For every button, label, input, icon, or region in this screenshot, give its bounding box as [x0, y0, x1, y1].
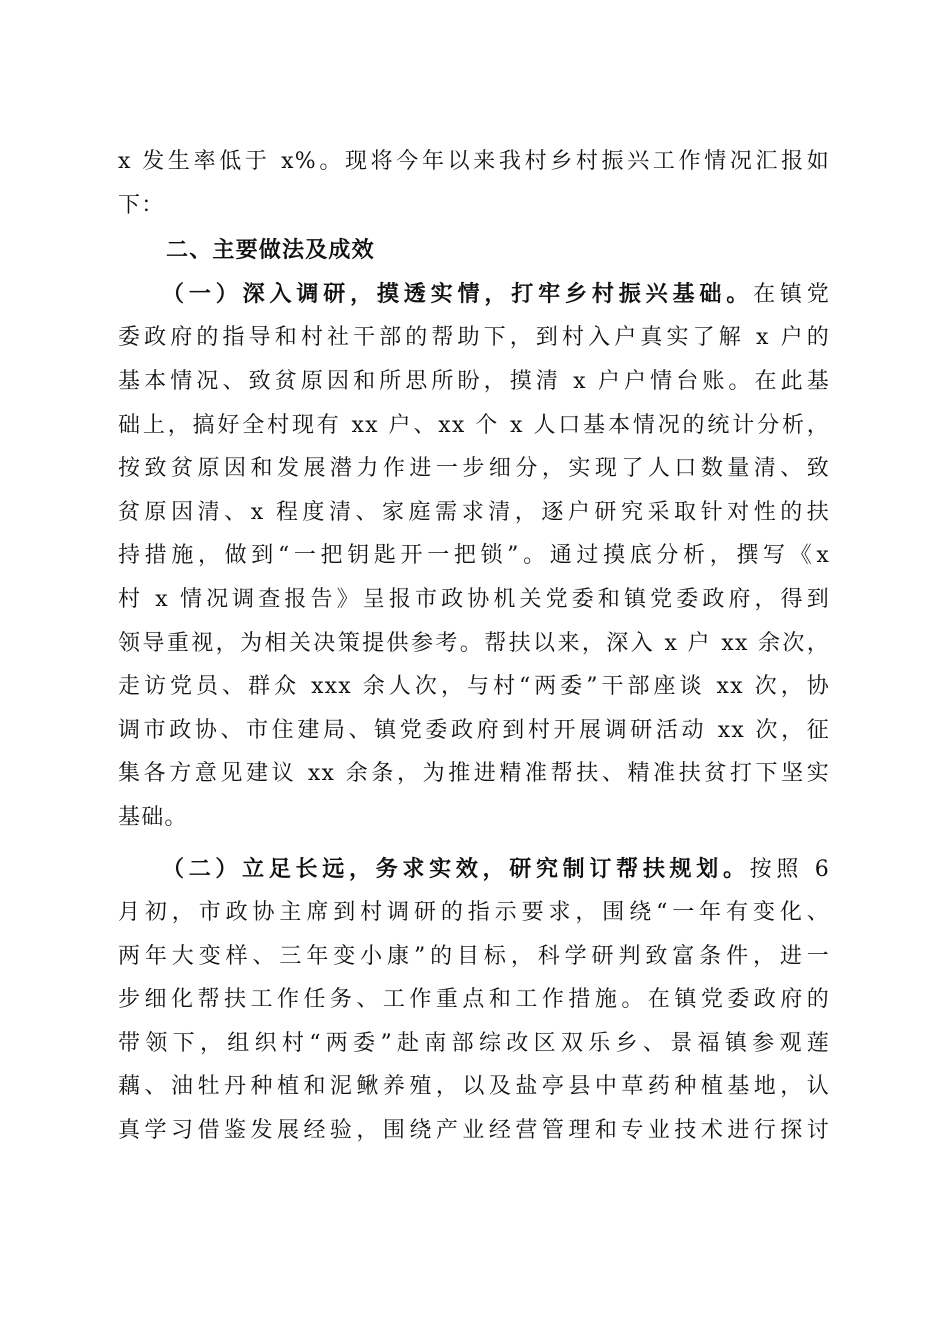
- para2-line: 藕、油牡丹种植和泥鳅养殖，以及盐亭县中草药种植基地，认: [118, 1074, 830, 1100]
- para2-lead: （二）立足长远，务求实效，研究制订帮扶规划。: [162, 856, 750, 882]
- para1-line: 村 x 情况调查报告》呈报市政协机关党委和镇党委政府，得到: [118, 586, 830, 612]
- para2-line: 两年大变样、三年变小康”的目标，科学研判致富条件，进一: [118, 943, 830, 969]
- para2-line: 真学习借鉴发展经验，围绕产业经营管理和专业技术进行探讨: [118, 1118, 830, 1144]
- para2-line: 步细化帮扶工作任务、工作重点和工作措施。在镇党委政府的: [118, 987, 830, 1013]
- para1-line-last: 基础。: [118, 804, 188, 830]
- para1-line: 基本情况、致贫原因和所思所盼，摸清 x 户户情台账。在此基: [118, 368, 830, 394]
- section-heading: 二、主要做法及成效: [166, 238, 375, 264]
- para1-lead: （一）深入调研，摸透实情，打牢乡村振兴基础。: [162, 281, 754, 307]
- intro-line-1: x 发生率低于 x%。现将今年以来我村乡村振兴工作情况汇报如: [118, 149, 830, 174]
- para2-line-1-rest: 按照 6: [749, 856, 830, 882]
- document-page: [118, 140, 830, 1153]
- para1-line: 集各方意见建议 xx 余条，为推进精准帮扶、精准扶贫打下坚实: [118, 761, 830, 787]
- para2-line: 带领下，组织村“两委”赴南部综改区双乐乡、景福镇参观莲: [118, 1030, 830, 1056]
- para1-line: 领导重视，为相关决策提供参考。帮扶以来，深入 x 户 xx 余次，: [118, 630, 830, 656]
- para2-line-1: [118, 848, 830, 892]
- para1-line: 按致贫原因和发展潜力作进一步细分，实现了人口数量清、致: [118, 456, 830, 482]
- para1-line: 持措施，做到“一把钥匙开一把锁”。通过摸底分析，撰写《x: [118, 543, 830, 569]
- para1-line: 走访党员、群众 xxx 余人次，与村“两委”干部座谈 xx 次，协: [118, 674, 830, 700]
- intro-line-2: 下：: [118, 192, 165, 218]
- para1-line: 础上，搞好全村现有 xx 户、xx 个 x 人口基本情况的统计分析，: [118, 412, 830, 438]
- para1-line: 委政府的指导和村社干部的帮助下，到村入户真实了解 x 户的: [118, 325, 830, 351]
- para1-line-1: [118, 273, 830, 317]
- para1-line-1-rest: 在镇党: [753, 281, 830, 307]
- para2-line: 月初，市政协主席到村调研的指示要求，围绕“一年有变化、: [118, 900, 830, 926]
- para1-line: 调市政协、市住建局、镇党委政府到村开展调研活动 xx 次，征: [118, 717, 830, 743]
- para1-line: 贫原因清、x 程度清、家庭需求清，逐户研究采取针对性的扶: [118, 499, 830, 525]
